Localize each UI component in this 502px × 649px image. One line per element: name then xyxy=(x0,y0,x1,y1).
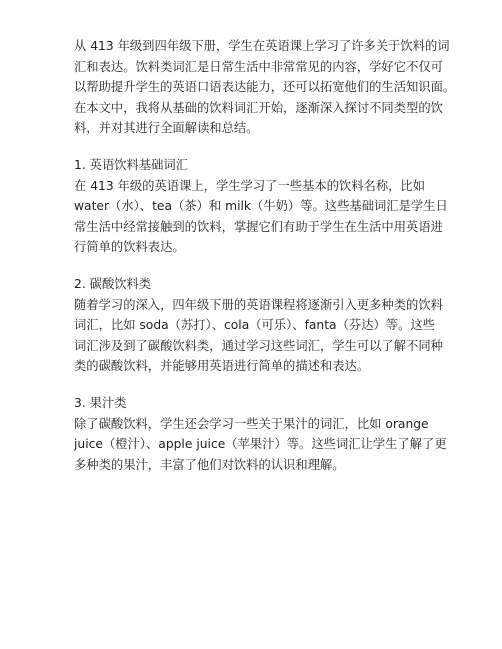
section-line: 词汇，比如 soda（苏打）、cola（可乐）、fanta（芬达）等。这些 xyxy=(74,318,435,333)
section-line: 随着学习的深入，四年级下册的英语课程将逐渐引入更多种类的饮料 xyxy=(74,297,443,312)
section-juices xyxy=(74,393,494,475)
section-line: 行简单的饮料表达。 xyxy=(74,240,185,255)
section-line: 多种类的果汁，丰富了他们对饮料的认识和理解。 xyxy=(74,457,345,472)
intro-line: 以帮助提升学生的英语口语表达能力，还可以拓宽他们的生活知识面。 xyxy=(74,80,456,95)
section-line: 类的碳酸饮料，并能够用英语进行简单的描述和表达。 xyxy=(74,359,370,374)
section-basic-vocabulary xyxy=(74,155,494,258)
intro-line: 汇和表达。饮料类词汇是日常生活中非常常见的内容，学好它不仅可 xyxy=(74,59,443,74)
section-line: 在 413 年级的英语课上，学生学习了一些基本的饮料名称，比如 xyxy=(74,178,426,193)
intro-paragraph xyxy=(74,36,494,139)
section-heading: 2. 碳酸饮料类 xyxy=(74,276,152,291)
section-line: juice（橙汁）、apple juice（苹果汁）等。这些词汇让学生了解了更 xyxy=(74,437,447,452)
section-line: 除了碳酸饮料，学生还会学习一些关于果汁的词汇，比如 orange xyxy=(74,416,429,431)
document-page xyxy=(74,36,494,475)
intro-line: 料，并对其进行全面解读和总结。 xyxy=(74,121,259,136)
section-line: water（水）、tea（茶）和 milk（牛奶）等。这些基础词汇是学生日 xyxy=(74,199,448,214)
section-carbonated-drinks xyxy=(74,274,494,377)
section-heading: 3. 果汁类 xyxy=(74,395,127,410)
section-line: 词汇涉及到了碳酸饮料类，通过学习这些词汇，学生可以了解不同种 xyxy=(74,338,443,353)
section-line: 常生活中经常接触到的饮料，掌握它们有助于学生在生活中用英语进 xyxy=(74,219,443,234)
section-heading: 1. 英语饮料基础词汇 xyxy=(74,157,189,172)
intro-line: 在本文中，我将从基础的饮料词汇开始，逐渐深入探讨不同类型的饮 xyxy=(74,100,443,115)
intro-line: 从 413 年级到四年级下册，学生在英语课上学习了许多关于饮料的词 xyxy=(74,39,450,53)
